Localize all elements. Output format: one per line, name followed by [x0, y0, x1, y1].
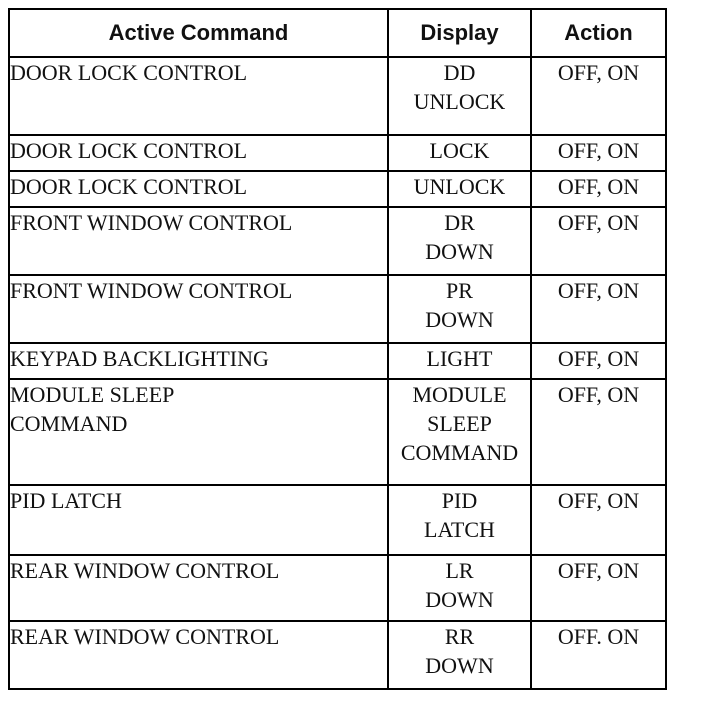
display-line: COMMAND	[400, 440, 519, 465]
display-line: UNLOCK	[413, 174, 506, 199]
action-cell: OFF, ON	[531, 343, 666, 379]
header-active-command: Active Command	[9, 9, 388, 57]
display-line: DOWN	[425, 653, 494, 678]
display-cell	[388, 57, 531, 135]
table-row	[9, 207, 666, 275]
display-cell	[388, 379, 531, 485]
display-cell	[388, 485, 531, 555]
command-cell: REAR WINDOW CONTROL	[9, 555, 388, 621]
table-row	[9, 275, 666, 343]
command-line: MODULE SLEEP	[10, 382, 175, 407]
display-line: LOCK	[429, 138, 490, 163]
action-cell: OFF, ON	[531, 555, 666, 621]
display-cell	[388, 171, 531, 207]
command-cell: REAR WINDOW CONTROL	[9, 621, 388, 689]
display-line: LATCH	[424, 517, 495, 542]
command-cell: DOOR LOCK CONTROL	[9, 135, 388, 171]
table-row	[9, 621, 666, 689]
display-cell	[388, 621, 531, 689]
display-cell	[388, 207, 531, 275]
table-row	[9, 135, 666, 171]
action-cell: OFF, ON	[531, 485, 666, 555]
display-cell	[388, 343, 531, 379]
display-line: UNLOCK	[413, 89, 506, 114]
action-cell: OFF. ON	[531, 621, 666, 689]
table-row	[9, 555, 666, 621]
action-cell: OFF, ON	[531, 275, 666, 343]
table-row	[9, 379, 666, 485]
action-cell: OFF, ON	[531, 135, 666, 171]
display-cell	[388, 275, 531, 343]
command-cell	[9, 379, 388, 485]
command-cell: FRONT WINDOW CONTROL	[9, 275, 388, 343]
command-cell: FRONT WINDOW CONTROL	[9, 207, 388, 275]
display-line: SLEEP	[427, 411, 492, 436]
table-header-row	[9, 9, 666, 57]
header-action: Action	[531, 9, 666, 57]
table-row	[9, 485, 666, 555]
display-cell	[388, 555, 531, 621]
display-line: LIGHT	[426, 346, 493, 371]
display-line: DOWN	[425, 307, 494, 332]
action-cell: OFF, ON	[531, 207, 666, 275]
display-line: DR	[444, 210, 475, 235]
command-cell: DOOR LOCK CONTROL	[9, 171, 388, 207]
display-line: LR	[445, 558, 474, 583]
active-command-table	[8, 8, 667, 690]
display-line: DOWN	[425, 239, 494, 264]
table-row	[9, 57, 666, 135]
display-line: MODULE	[412, 382, 507, 407]
command-cell: DOOR LOCK CONTROL	[9, 57, 388, 135]
command-cell: KEYPAD BACKLIGHTING	[9, 343, 388, 379]
command-cell: PID LATCH	[9, 485, 388, 555]
display-line: RR	[444, 624, 475, 649]
display-line: DD	[443, 60, 476, 85]
table-row	[9, 343, 666, 379]
command-line: COMMAND	[10, 411, 128, 436]
display-cell	[388, 135, 531, 171]
action-cell: OFF, ON	[531, 379, 666, 485]
table-row	[9, 171, 666, 207]
display-line: PR	[446, 278, 473, 303]
action-cell: OFF, ON	[531, 171, 666, 207]
action-cell: OFF, ON	[531, 57, 666, 135]
display-line: PID	[441, 488, 478, 513]
display-line: DOWN	[425, 587, 494, 612]
header-display: Display	[388, 9, 531, 57]
